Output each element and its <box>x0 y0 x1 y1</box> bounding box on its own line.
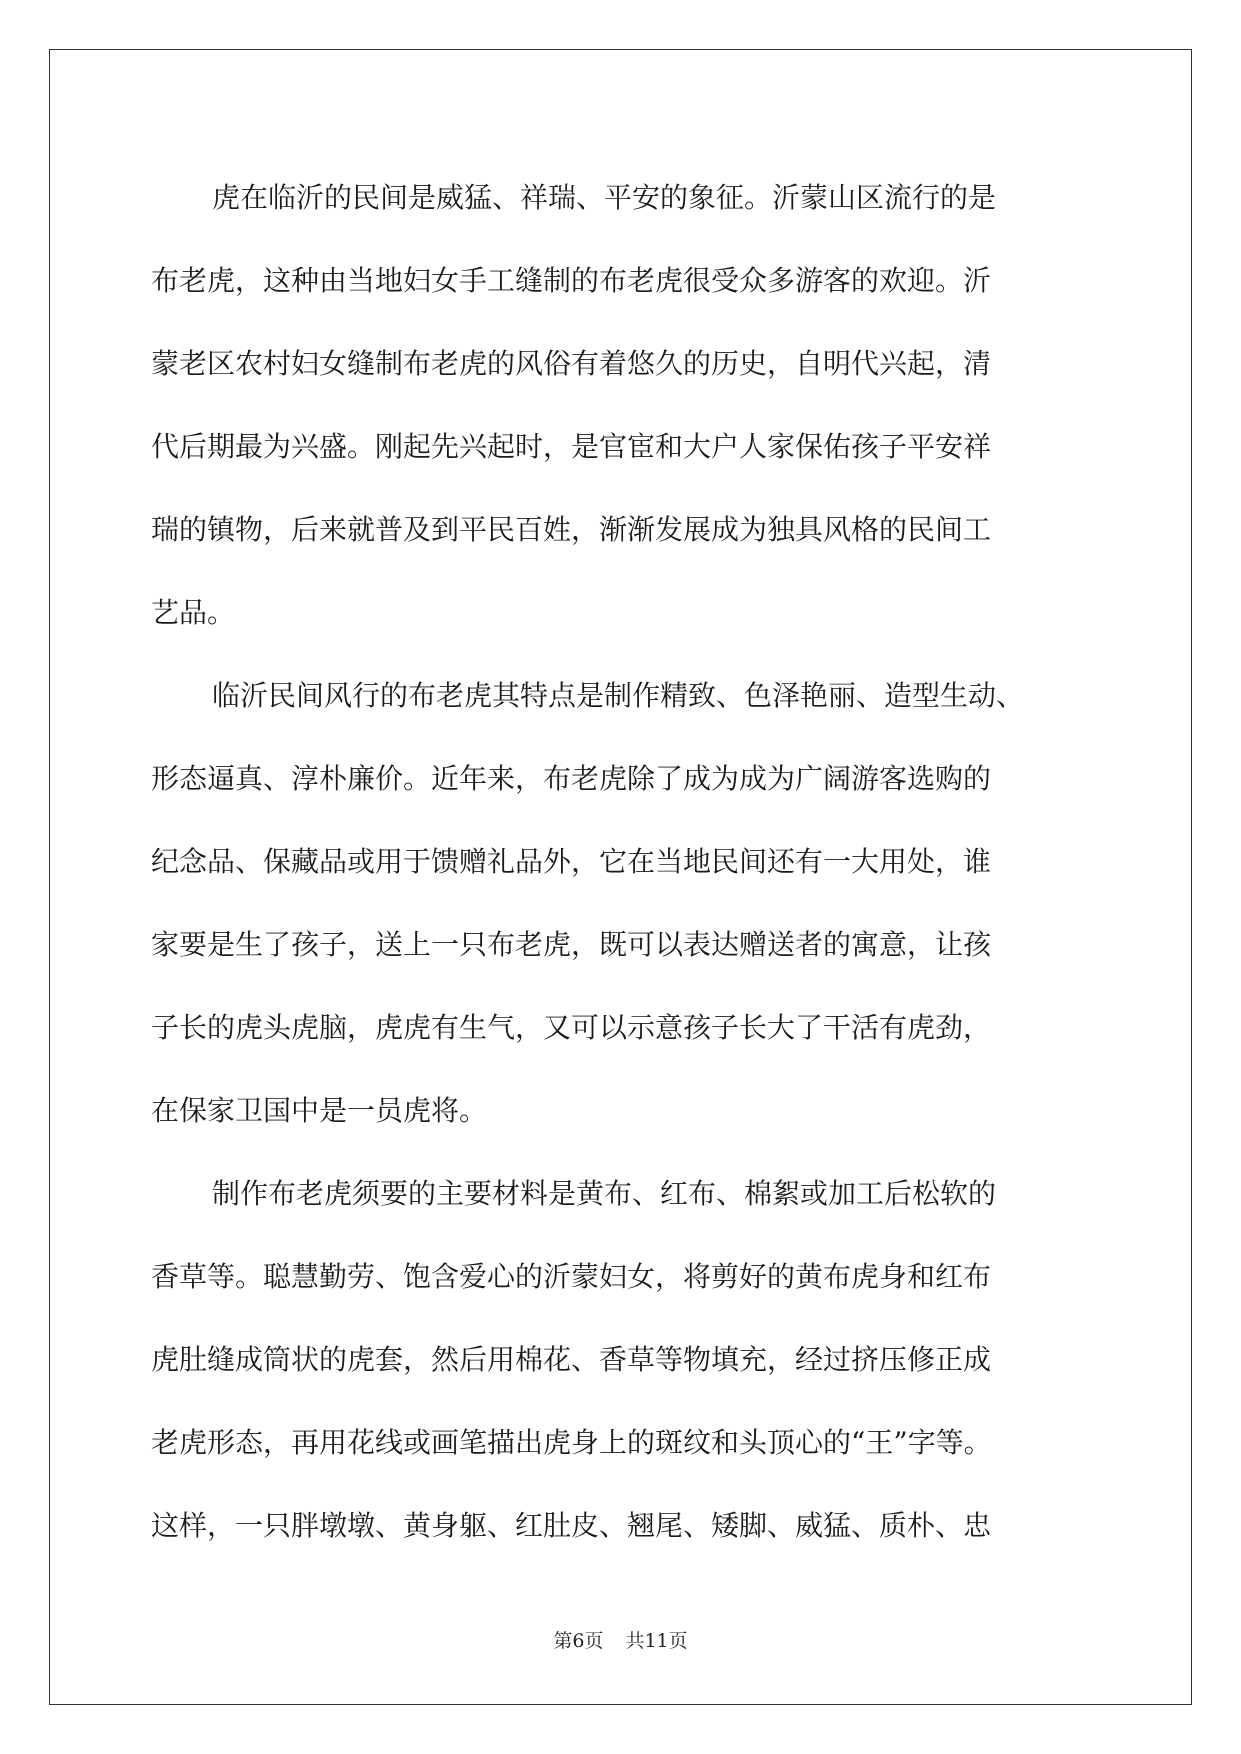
paragraph-2-line-1: 临沂民间风行的布老虎其特点是制作精致、色泽艳丽、造型生动、 <box>212 679 1025 712</box>
paragraph-1-line-2: 布老虎，这种由当地妇女手工缝制的布老虎很受众多游客的欢迎。沂 <box>151 264 992 297</box>
paragraph-3-line-2: 香草等。聪慧勤劳、饱含爱心的沂蒙妇女，将剪好的黄布虎身和红布 <box>151 1260 992 1293</box>
paragraph-2-line-4: 家要是生了孩子，送上一只布老虎，既可以表达赠送者的寓意，让孩 <box>151 928 992 961</box>
paragraph-1-line-5: 瑞的镇物，后来就普及到平民百姓，渐渐发展成为独具风格的民间工 <box>151 513 992 546</box>
paragraph-2-line-2: 形态逼真、淳朴廉价。近年来，布老虎除了成为成为广阔游客选购的 <box>151 762 992 795</box>
paragraph-3-line-4: 老虎形态，再用花线或画笔描出虎身上的斑纹和头顶心的“王”字等。 <box>151 1426 992 1459</box>
paragraph-1-line-1: 虎在临沂的民间是威猛、祥瑞、平安的象征。沂蒙山区流行的是 <box>212 181 997 214</box>
paragraph-1-line-6: 艺品。 <box>151 596 236 629</box>
paragraph-3-line-1: 制作布老虎须要的主要材料是黄布、红布、棉絮或加工后松软的 <box>212 1177 997 1210</box>
paragraph-3-line-3: 虎肚缝成筒状的虎套，然后用棉花、香草等物填充，经过挤压修正成 <box>151 1343 992 1376</box>
paragraph-1-line-3: 蒙老区农村妇女缝制布老虎的风俗有着悠久的历史，自明代兴起，清 <box>151 347 992 380</box>
paragraph-2-line-5: 子长的虎头虎脑，虎虎有生气，又可以示意孩子长大了干活有虎劲， <box>151 1011 992 1044</box>
paragraph-2-line-3: 纪念品、保藏品或用于馈赠礼品外，它在当地民间还有一大用处，谁 <box>151 845 992 878</box>
paragraph-3-line-5: 这样，一只胖墩墩、黄身躯、红肚皮、翘尾、矮脚、威猛、质朴、忠 <box>151 1509 992 1542</box>
paragraph-2-line-6: 在保家卫国中是一员虎将。 <box>151 1094 488 1127</box>
page-number-total: 共11页 <box>625 1630 688 1652</box>
document-body <box>151 156 1091 1567</box>
paragraph-1-line-4: 代后期最为兴盛。刚起先兴起时，是官宦和大户人家保佑孩子平安祥 <box>151 430 992 463</box>
page-footer <box>0 1627 1241 1655</box>
page-number-current: 第6页 <box>553 1630 604 1652</box>
